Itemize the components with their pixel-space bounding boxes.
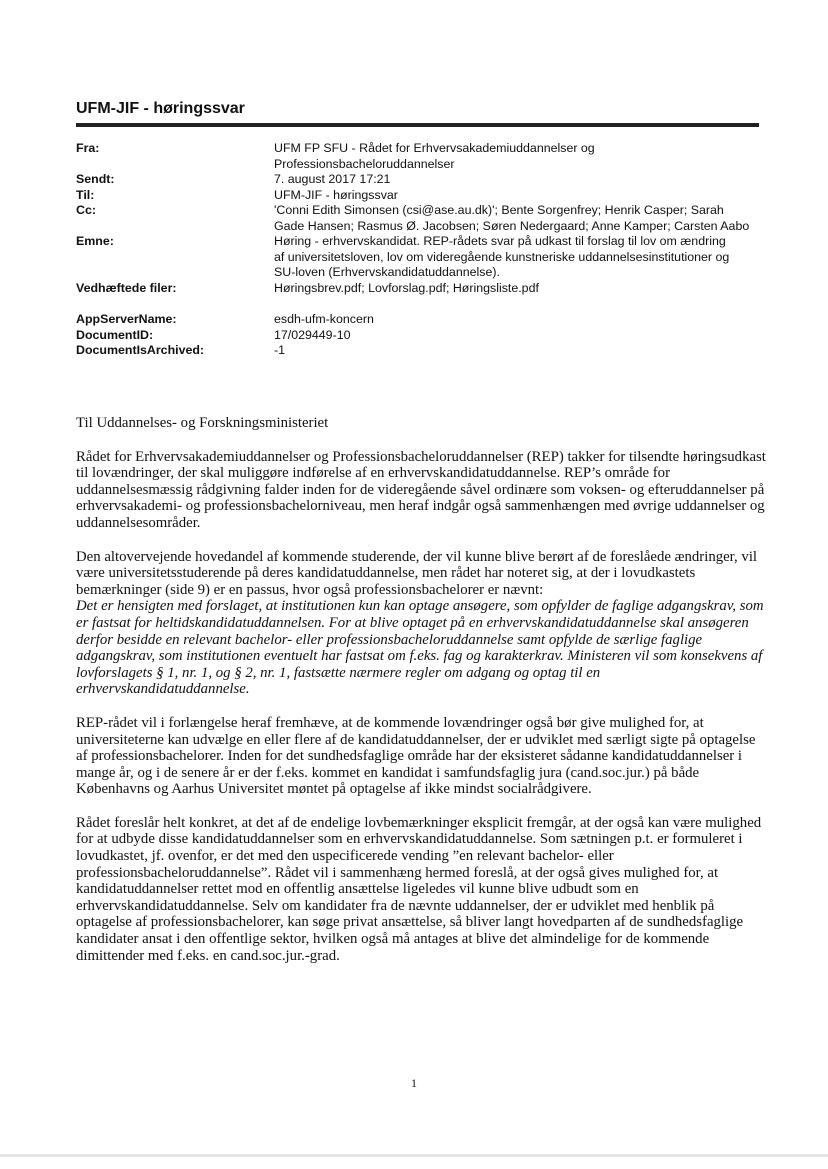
quoted-passage: Det er hensigten med forslaget, at institutionen kun kan optage ansøgere, som opfylder de faglige adgangskrav, som er fastsat for heltidskandidatuddannelsen. For at blive optaget på en erhvervskandidatuddannelse skal ansøgeren derfor besidde en relevant bachelor- eller professionsbacheloruddannelse samt opfylde de særlige faglige adgangskrav, som institutionen eventuelt har fastsat om f.eks. fag og karakterkrav. Ministeren vil som konsekvens af lovforslagets § 1, nr. 1, og § 2, nr. 1, fastsætte nærmere regler om adgang og optag til en erhvervskandidatuddannelse. bbox=[76, 598, 764, 698]
email-header bbox=[76, 141, 766, 359]
meta-label: DocumentIsArchived: bbox=[76, 343, 205, 357]
meta-label: DocumentID: bbox=[76, 327, 154, 342]
header-value: UFM FP SFU - Rådet for Erhvervsakademiuddannelser og Professionsbacheloruddannelser bbox=[274, 141, 595, 171]
header-label: Sendt: bbox=[76, 172, 115, 186]
letter-body bbox=[76, 415, 766, 981]
header-value: UFM-JIF - høringssvar bbox=[274, 187, 398, 202]
header-row-attachments bbox=[76, 281, 766, 297]
page-number: 1 bbox=[411, 1076, 417, 1090]
attachment-list: Høringsbrev.pdf; Lovforslag.pdf; Høringsliste.pdf bbox=[274, 280, 539, 295]
email-title: UFM-JIF - høringssvar bbox=[76, 100, 245, 117]
header-row-from bbox=[76, 141, 766, 172]
meta-row-appserver bbox=[76, 312, 766, 328]
title-divider bbox=[76, 123, 759, 127]
header-value: 7. august 2017 17:21 bbox=[274, 172, 391, 186]
meta-value: -1 bbox=[274, 343, 286, 357]
meta-label: AppServerName: bbox=[76, 312, 177, 326]
meta-row-documentid bbox=[76, 328, 766, 344]
header-label: Fra: bbox=[76, 141, 100, 155]
paragraph-1: Rådet for Erhvervsakademiuddannelser og Professionsbacheloruddannelser (REP) takker for tilsendte høringsudkast til lovændringer, der skal muliggøre indførelse af en erhvervskandidatuddannelse. REP’s område for uddannelsesmæssig rådgivning falder inden for de videregående såvel ordinære som voksen- og efteruddannelser på erhvervsakademi- og professionsbachelorniveau, men heraf indgår også sammenhængen med øvrige uddannelser og uddannelsesområder. bbox=[76, 448, 766, 531]
meta-value: 17/029449-10 bbox=[274, 327, 351, 342]
header-row-sent bbox=[76, 172, 766, 188]
paragraph-4: Rådet foreslår helt konkret, at det af de endelige lovbemærkninger eksplicit fremgår, at der også kan være mulighed for at udbyde disse kandidatuddannelser som en erhvervskandidatuddannelse. Som sætningen p.t. er formuleret i lovudkastet, jf. ovenfor, er det med den uspecificerede vending ”en relevant bachelor- eller professionsbacheloruddannelse”. Rådet vil i sammenhæng hermed foreslå, at der også gives mulighed for, at kandidatuddannelser rettet mod en offentlig ansættelse ligeledes vil kunne blive udbudt som en erhvervskandidatuddannelse. Selv om kandidater fra de nævnte uddannelser, der er udviklet med henblik på optagelse af professionsbachelorer, kan søge privat ansættelse, så bliver langt hovedparten af de sundhedsfaglige kandidater ansat i den offentlige sektor, hvilken også må antages at blive det almindelige for de kommende dimittender med f.eks. en cand.soc.jur.-grad. bbox=[76, 814, 762, 964]
header-row-subject bbox=[76, 234, 766, 281]
header-row-cc bbox=[76, 203, 766, 234]
salutation: Til Uddannelses- og Forskningsministeriet bbox=[76, 415, 329, 431]
meta-value: esdh-ufm-koncern bbox=[274, 312, 374, 326]
header-label: Cc: bbox=[76, 203, 96, 217]
paragraph-3: REP-rådet vil i forlængelse heraf fremhæve, at de kommende lovændringer også bør give mulighed for, at universiteterne kan udvælge en eller flere af de kandidatuddannelser, der er udviklet med særligt sigte på optagelse af professionsbachelorer. Inden for det sundhedsfaglige område har der eksisteret sådanne kandidatuddannelser i mange år, og i de senere år er der f.eks. kommet en kandidat i samfundsfaglig jura (cand.soc.jur.) på både Københavns og Aarhus Universitet møntet på optagelse af ikke mindst socialrådgivere. bbox=[76, 714, 756, 798]
paragraph-2-intro: Den altovervejende hovedandel af kommende studerende, der vil kunne blive berørt af de foreslåede ændringer, vil være universitetsstuderende på deres kandidatuddannelse, men rådet har noteret sig, at der i lovudkastets bemærkninger (side 9) er en passus, hvor også professionsbachelorer er nævnt: bbox=[76, 548, 758, 598]
header-value: Høring - erhvervskandidat. REP-rådets svar på udkast til forslag til lov om ændring af universitetsloven, lov om videregående kunstneriske uddannelsesinstitutioner og SU-loven (Erhvervskandidatuddannelse). bbox=[274, 234, 730, 279]
header-label: Til: bbox=[76, 187, 95, 202]
header-label: Vedhæftede filer: bbox=[76, 280, 177, 295]
paragraph-2 bbox=[76, 549, 766, 698]
header-value: 'Conni Edith Simonsen (csi@ase.au.dk)'; Bente Sorgenfrey; Henrik Casper; Sarah Gade Hansen; Rasmus Ø. Jacobsen; Søren Nedergaard; Anne Kamper; Carsten Aabo bbox=[274, 203, 750, 233]
header-row-to bbox=[76, 188, 766, 204]
scan-edge bbox=[0, 1154, 828, 1157]
header-label: Emne: bbox=[76, 234, 114, 248]
meta-row-archived bbox=[76, 343, 766, 359]
